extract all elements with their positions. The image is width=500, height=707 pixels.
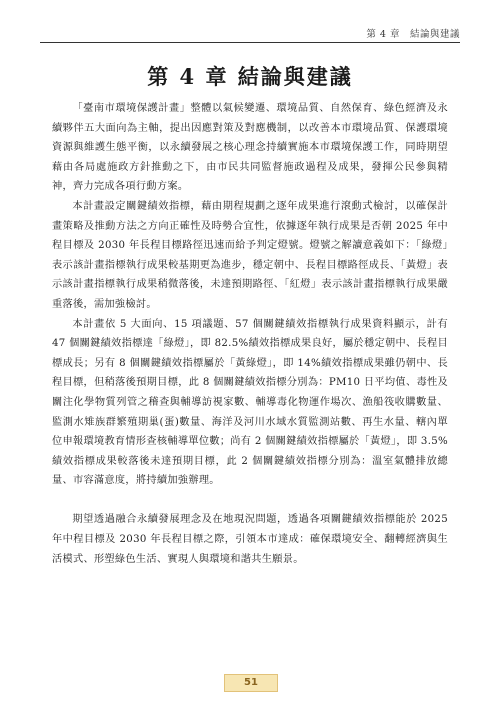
chapter-title: 第 4 章 結論與建議 [147, 64, 353, 89]
paragraph-outlook: 期望透過融合永續發展理念及在地現況問題，透過各項關鍵績效指標能於 2025 年中程目標及 2030 年長程目標之際，引領本市達成：確保環境安全、翻轉經濟與生活模式、形塑綠色生活、實現人與環境和諧共生願景。 [52, 514, 448, 565]
paragraph-intro: 「臺南市環境保護計畫」整體以氣候變遷、環境品質、自然保育、綠色經濟及永續夥伴五大面向為主軸，提出因應對策及對應機制，以改善本市環境品質、保護環境資源與維護生態平衡，以永續發展之核心理念持續實施本市環境保護工作，同時期望藉由各局處施政方針推動之下，由市民共同監督施政過程及成果，發揮公民參與精神，齊力完成各項行動方案。 [52, 103, 448, 193]
page-number: 51 [244, 677, 258, 688]
page-header [40, 20, 460, 43]
page-number-badge [224, 674, 278, 692]
running-header: 第 4 章 結論與建議 [366, 29, 460, 40]
body-text [52, 99, 448, 569]
paragraph-kpi-method: 本計畫設定關鍵績效指標，藉由期程規劃之逐年成果進行滾動式檢討，以確保計畫策略及推動方法之方向正確性及時勢合宜性，依據逐年執行成果是否朝 2025 年中程目標及 2030 年長程目標路徑迅速而給予判定燈號。燈號之解讀意義如下：「綠燈」表示該計畫指標執行成果較基期更為進步，穩定朝中、長程目標路徑成長、「黃燈」表示該計畫指標執行成果稍微落後，未達預期路徑、「紅燈」表示該計畫指標執行成果嚴重落後，需加強檢討。 [52, 200, 448, 310]
paragraph-kpi-results: 本計畫依 5 大面向、15 項議題、57 個關鍵績效指標執行成果資料顯示，計有 47 個關鍵績效指標達「綠燈」，即 82.5%績效指標成果良好，屬於穩定朝中、長程目標成長；另有 8 個關鍵績效指標屬於「黃綠燈」，即 14%績效指標成果雖仍朝中、長程目標，但稍落後預期目標，此 8 個關鍵績效指標分別為：PM10 日平均值、毒性及關注化學物質列管之稽查與輔導訪視家數、輔導毒化物運作場次、漁船筏收購數量、監測水雉族群繁殖期巢(蛋)數量、海洋及河川水域水質監測站數、再生水量、轄內單位申報環境教育情形查核輔導單位數；尚有 2 個關鍵績效指標屬於「黃燈」，即 3.5%績效指標成果較落後未達預期目標，此 2 個關鍵績效指標分別為：溫室氣體排放總量、市容滿意度，將持續加強辦理。 [52, 318, 448, 487]
